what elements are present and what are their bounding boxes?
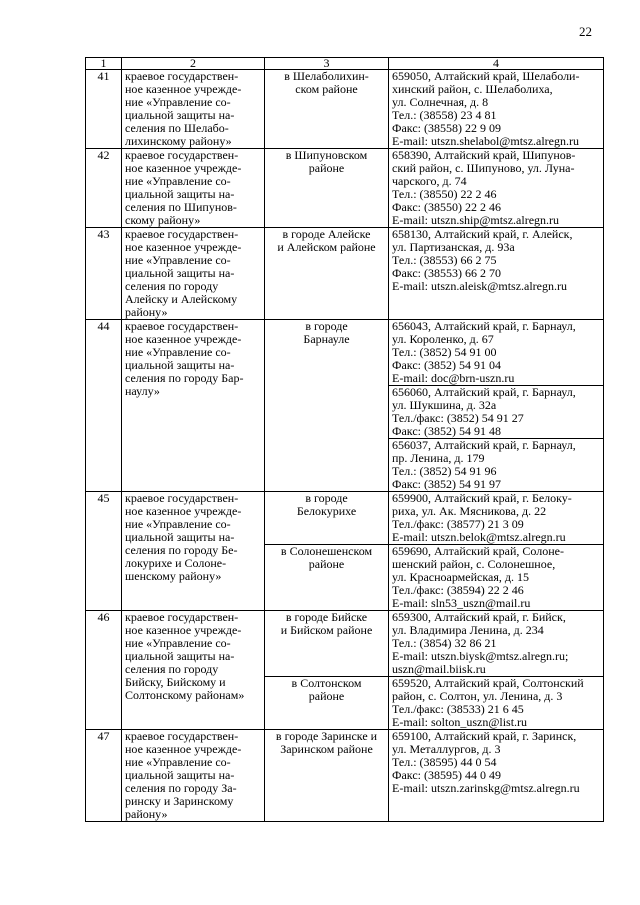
table-header-row [86, 58, 604, 70]
institution-name-line: селения по Шелабо- [125, 122, 229, 135]
district-line: в городе [305, 492, 348, 505]
address-line: 659520, Алтайский край, Солтонский [392, 677, 584, 690]
email-text: E-mail: utszn.ship@mtsz.alregn.ru [392, 214, 560, 227]
address-cell [389, 70, 604, 149]
address-line: Факс: (38550) 22 2 46 [392, 201, 501, 214]
email-text: E-mail: sln53_uszn@mail.ru [392, 597, 531, 610]
district-line: в городе [305, 320, 348, 333]
district-line: в Солонешенском [280, 545, 373, 558]
address-line: 656043, Алтайский край, г. Барнаул, [392, 320, 576, 333]
address-line: Тел./факс: (38577) 21 3 09 [392, 518, 524, 531]
institution-name-line: ние «Управление со- [125, 346, 231, 359]
institution-name-line: наулу» [125, 385, 160, 398]
institution-name [122, 492, 265, 611]
institution-name-line: ние «Управление со- [125, 254, 231, 267]
column-header: 3 [265, 58, 389, 70]
address-line: Факс: (38595) 44 0 49 [392, 769, 501, 782]
institution-name-line: ние «Управление со- [125, 175, 231, 188]
institution-name-line: ние «Управление со- [125, 96, 231, 109]
institution-name-line: району» [125, 808, 168, 821]
district-line: в городе Алейске [282, 228, 371, 241]
address-line: Факс: (38558) 22 9 09 [392, 122, 501, 135]
institution-name-line: ние «Управление со- [125, 756, 231, 769]
institution-name-line: циальной защиты на- [125, 769, 235, 782]
address-line: риха, ул. Ак. Мясникова, д. 22 [392, 505, 547, 518]
row-number: 42 [86, 149, 122, 228]
institution-name-line: циальной защиты на- [125, 109, 235, 122]
institution-name-line: ное казенное учрежде- [125, 83, 242, 96]
district-cell [265, 228, 389, 320]
institution-name-line: циальной защиты на- [125, 359, 235, 372]
institution-name-line: шенскому району» [125, 570, 222, 583]
address-line: Тел./факс: (3852) 54 91 27 [392, 412, 524, 425]
address-cell [389, 439, 604, 492]
address-line: Тел.: (38550) 22 2 46 [392, 188, 497, 201]
address-line: 659300, Алтайский край, г. Бийск, [392, 611, 566, 624]
institution-name-line: циальной защиты на- [125, 188, 235, 201]
row-number: 41 [86, 70, 122, 149]
institution-name-line: краевое государствен- [125, 611, 239, 624]
address-line: 656037, Алтайский край, г. Барнаул, [392, 439, 576, 452]
address-cell [389, 228, 604, 320]
district-cell [265, 70, 389, 149]
address-cell [389, 320, 604, 386]
email-text: E-mail: utszn.shelabol@mtsz.alregn.ru [392, 135, 580, 148]
address-line: район, с. Солтон, ул. Ленина, д. 3 [392, 690, 563, 703]
address-line: чарского, д. 74 [392, 175, 467, 188]
district-line: в Шипуновском [285, 149, 368, 162]
email-text: E-mail: utszn.aleisk@mtsz.alregn.ru [392, 280, 568, 293]
institutions-table [85, 57, 604, 822]
institution-name-line: ное казенное учрежде- [125, 624, 242, 637]
institution-name-line: краевое государствен- [125, 730, 239, 743]
email-text: E-mail: utszn.biysk@mtsz.alregn.ru; [392, 650, 569, 663]
institution-name-line: краевое государствен- [125, 320, 239, 333]
district-line: Барнауле [303, 333, 350, 346]
district-line: в городе Бийске [285, 611, 368, 624]
address-line: ул. Шукшина, д. 32а [392, 399, 497, 412]
address-cell [389, 149, 604, 228]
institution-name-line: ние «Управление со- [125, 637, 231, 650]
district-line: Белокурихе [296, 505, 357, 518]
address-line: пр. Ленина, д. 179 [392, 452, 485, 465]
institution-name-line: лихинскому району» [125, 135, 232, 148]
institution-name [122, 320, 265, 492]
institution-name-line: ное казенное учрежде- [125, 333, 242, 346]
district-line: в Шелаболихин- [284, 70, 369, 83]
address-line: шенский район, с. Солонешное, [392, 558, 556, 571]
email-text: E-mail: utszn.zarinskg@mtsz.alregn.ru [392, 782, 580, 795]
address-line: Тел.: (3854) 32 86 21 [392, 637, 497, 650]
address-line: 659690, Алтайский край, Солоне- [392, 545, 564, 558]
district-line: и Бийском районе [280, 624, 373, 637]
table-row [86, 70, 604, 149]
row-number: 46 [86, 611, 122, 730]
address-line: ул. Владимира Ленина, д. 234 [392, 624, 544, 637]
institution-name-line: Алейску и Алейскому [125, 293, 238, 306]
address-line: 658130, Алтайский край, г. Алейск, [392, 228, 573, 241]
institution-name [122, 730, 265, 822]
address-line: Факс: (38553) 66 2 70 [392, 267, 501, 280]
row-number: 44 [86, 320, 122, 492]
address-cell [389, 492, 604, 545]
district-cell [265, 149, 389, 228]
address-cell [389, 386, 604, 439]
institution-name-line: краевое государствен- [125, 149, 239, 162]
district-line: районе [308, 558, 345, 571]
institution-name-line: циальной защиты на- [125, 267, 235, 280]
address-line: Тел.: (3852) 54 91 00 [392, 346, 497, 359]
institution-name [122, 149, 265, 228]
institution-name-line: краевое государствен- [125, 70, 239, 83]
district-line: в Солтонском [291, 677, 362, 690]
institution-name-line: скому району» [125, 214, 201, 227]
district-cell [265, 730, 389, 822]
row-number: 47 [86, 730, 122, 822]
institution-name-line: краевое государствен- [125, 228, 239, 241]
email-text: E-mail: solton_uszn@list.ru [392, 716, 528, 729]
row-number: 45 [86, 492, 122, 611]
district-cell [265, 611, 389, 677]
column-header: 4 [389, 58, 604, 70]
institution-name-line: ринску и Заринскому [125, 795, 234, 808]
institution-name-line: краевое государствен- [125, 492, 239, 505]
district-line: ском районе [295, 83, 358, 96]
address-line: Тел.: (38558) 23 4 81 [392, 109, 497, 122]
institution-name-line: ное казенное учрежде- [125, 241, 242, 254]
row-number: 43 [86, 228, 122, 320]
address-line: ул. Солнечная, д. 8 [392, 96, 489, 109]
address-line: ул. Партизанская, д. 93а [392, 241, 515, 254]
institution-name-line: Солтонскому районам» [125, 689, 245, 702]
column-header: 2 [122, 58, 265, 70]
address-line: Факс: (3852) 54 91 04 [392, 359, 501, 372]
institution-name-line: ное казенное учрежде- [125, 743, 242, 756]
address-cell [389, 611, 604, 677]
address-cell [389, 677, 604, 730]
institution-name-line: селения по городу Бе- [125, 544, 238, 557]
table-row [86, 492, 604, 545]
email-text: E-mail: utszn.belok@mtsz.alregn.ru [392, 531, 566, 544]
address-cell [389, 730, 604, 822]
address-line: 659050, Алтайский край, Шелаболи- [392, 70, 580, 83]
table-row [86, 730, 604, 822]
column-header: 1 [86, 58, 122, 70]
address-cell [389, 545, 604, 611]
institution-name-line: селения по городу Бар- [125, 372, 244, 385]
district-line: районе [308, 690, 345, 703]
address-line: ул. Металлургов, д. 3 [392, 743, 501, 756]
address-line: Тел./факс: (38594) 22 2 46 [392, 584, 524, 597]
institution-name-line: локурихе и Солоне- [125, 557, 227, 570]
email-text: E-mail: doc@brn-uszn.ru [392, 372, 515, 385]
institution-name [122, 611, 265, 730]
institution-name-line: ние «Управление со- [125, 518, 231, 531]
district-cell [265, 320, 389, 492]
district-cell [265, 492, 389, 545]
institution-name-line: ное казенное учрежде- [125, 162, 242, 175]
institution-name [122, 70, 265, 149]
institution-name-line: селения по городу За- [125, 782, 237, 795]
address-line: ский район, с. Шипуново, ул. Луна- [392, 162, 575, 175]
address-line: 658390, Алтайский край, Шипунов- [392, 149, 576, 162]
table-row [86, 611, 604, 677]
table-row [86, 228, 604, 320]
address-line: Тел.: (38553) 66 2 75 [392, 254, 497, 267]
institution-name-line: селения по городу [125, 663, 219, 676]
district-cell [265, 545, 389, 611]
address-line: Тел.: (3852) 54 91 96 [392, 465, 497, 478]
address-line: Факс: (3852) 54 91 48 [392, 425, 501, 438]
institution-name [122, 228, 265, 320]
institution-name-line: циальной защиты на- [125, 531, 235, 544]
page-number: 22 [579, 24, 592, 39]
address-line: 659100, Алтайский край, г. Заринск, [392, 730, 577, 743]
institution-name-line: ное казенное учрежде- [125, 505, 242, 518]
institution-name-line: циальной защиты на- [125, 650, 235, 663]
address-line: хинский район, с. Шелаболиха, [392, 83, 553, 96]
institution-name-line: Бийску, Бийскому и [125, 676, 226, 689]
address-line: 656060, Алтайский край, г. Барнаул, [392, 386, 576, 399]
address-line: Тел./факс: (38533) 21 6 45 [392, 703, 524, 716]
district-cell [265, 677, 389, 730]
district-line: районе [308, 162, 345, 175]
address-line: ул. Красноармейская, д. 15 [392, 571, 529, 584]
district-line: в городе Заринске и [275, 730, 378, 743]
institution-name-line: селения по Шипунов- [125, 201, 237, 214]
address-line: 659900, Алтайский край, г. Белоку- [392, 492, 572, 505]
table-row [86, 149, 604, 228]
email-text: uszn@mail.biisk.ru [392, 663, 486, 676]
district-line: Заринском районе [280, 743, 373, 756]
address-line: Факс: (3852) 54 91 97 [392, 478, 501, 491]
institution-name-line: селения по городу [125, 280, 219, 293]
table-row [86, 320, 604, 386]
address-line: ул. Короленко, д. 67 [392, 333, 494, 346]
address-line: Тел.: (38595) 44 0 54 [392, 756, 497, 769]
institution-name-line: району» [125, 306, 168, 319]
district-line: и Алейском районе [277, 241, 376, 254]
